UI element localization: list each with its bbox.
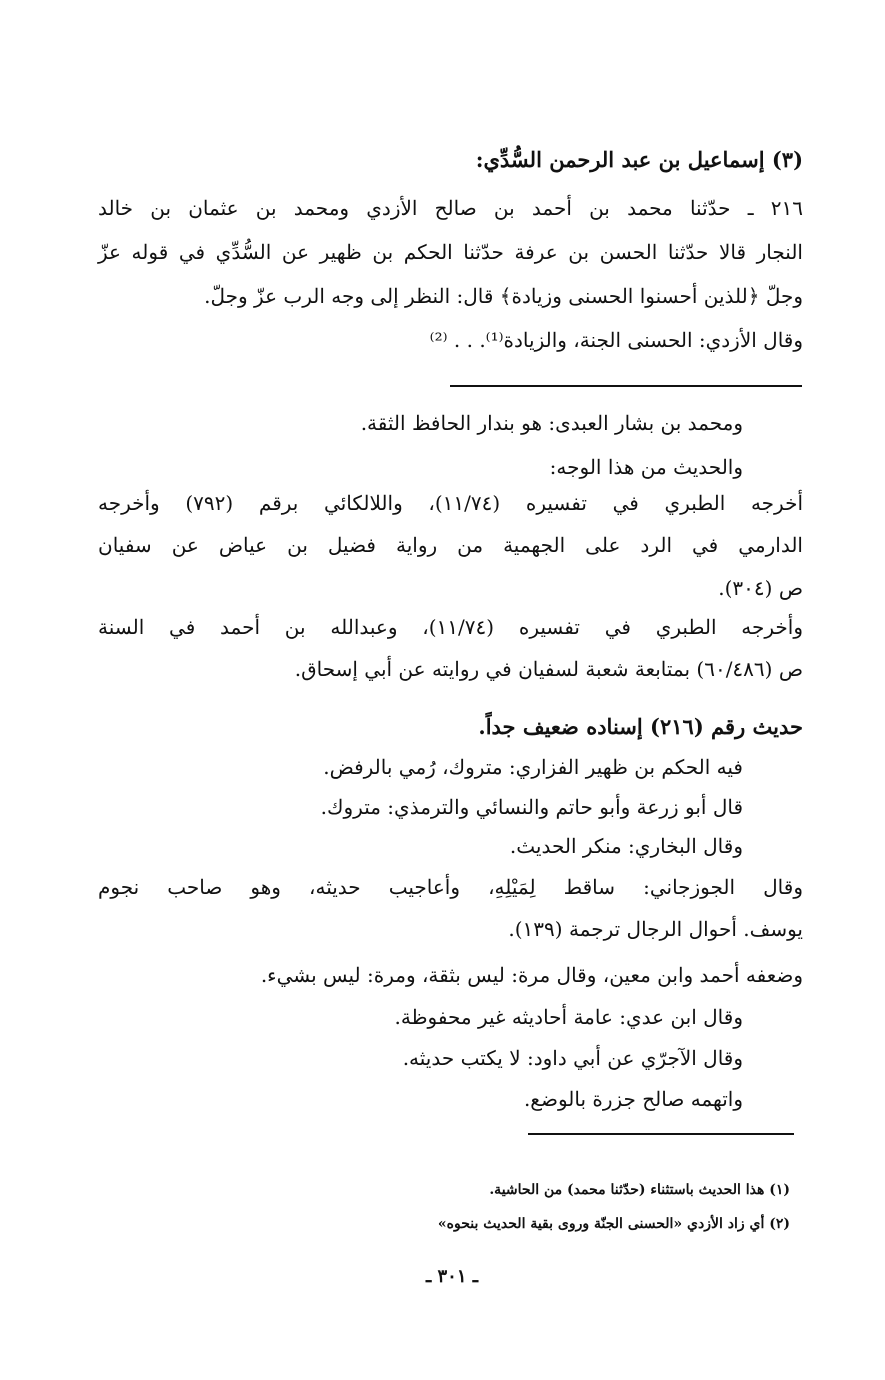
commentary-line: أخرجه الطبري في تفسيره (١١/٧٤)، واللالكائي برقم (٧٩٢) وأخرجه (98, 491, 803, 515)
grading-line: فيه الحكم بن ظهير الفزاري: متروك، رُمي بالرفض. (323, 755, 743, 779)
commentary-line: وأخرجه الطبري في تفسيره (١١/٧٤)، وعبدالله بن أحمد في السنة (98, 615, 803, 639)
hadith-line: وجلّ ﴿للذين أحسنوا الحسنى وزيادة﴾ قال: النظر إلى وجه الرب عزّ وجلّ. (204, 284, 803, 308)
grading-line: وقال ابن عدي: عامة أحاديثه غير محفوظة. (394, 1005, 743, 1029)
page-number: ـ ٣٠١ ـ (425, 1266, 479, 1287)
grading-line: وقال البخاري: منكر الحديث. (509, 834, 743, 858)
hadith-line: وقال الأزدي: الحسنى الجنة، والزيادة⁽¹⁾. . . ⁽²⁾ (429, 328, 803, 352)
grading-line: واتهمه صالح جزرة بالوضع. (523, 1087, 743, 1111)
commentary-line: ص (٣٠٤). (718, 576, 803, 600)
grading-line: قال أبو زرعة وأبو حاتم والنسائي والترمذي: متروك. (320, 795, 743, 819)
hadith-line: النجار قالا حدّثنا الحسن بن عرفة حدّثنا الحكم بن ظهير عن السُّدِّي في قوله عزّ (98, 240, 803, 264)
separator-rule (450, 385, 802, 387)
commentary-line: ومحمد بن بشار العبدى: هو بندار الحافظ الثقة. (360, 411, 743, 435)
grading-heading: حديث رقم (٢١٦) إسناده ضعيف جداً. (478, 714, 803, 739)
grading-line: وقال الجوزجاني: ساقط لِمَيْلِهِ، وأعاجيب حديثه، وهو صاحب نجوم (98, 875, 803, 899)
grading-line: وضعفه أحمد وابن معين، وقال مرة: ليس بثقة، ومرة: ليس بشيء. (260, 963, 803, 987)
commentary-line: والحديث من هذا الوجه: (549, 455, 743, 479)
footnote: (٢) أي زاد الأزدي «الحسنى الجنّة وروى بقية الحديث بنحوه» (437, 1216, 790, 1232)
commentary-line: الدارمي في الرد على الجهمية من رواية فضيل بن عياض عن سفيان (98, 533, 803, 557)
hadith-line: ٢١٦ ـ حدّثنا محمد بن أحمد بن صالح الأزدي ومحمد بن عثمان بن خالد (98, 196, 803, 220)
footnote-rule (528, 1133, 794, 1135)
footnote: (١) هذا الحديث باستثناء (حدّثنا محمد) من الحاشية. (489, 1182, 790, 1198)
grading-line: يوسف. أحوال الرجال ترجمة (١٣٩). (508, 917, 803, 941)
commentary-line: ص (٦٠/٤٨٦) بمتابعة شعبة لسفيان في روايته عن أبي إسحاق. (294, 657, 803, 681)
grading-line: وقال الآجرّي عن أبي داود: لا يكتب حديثه. (402, 1046, 743, 1070)
section-heading: (٣) إسماعيل بن عبد الرحمن السُّدِّي: (475, 147, 803, 172)
